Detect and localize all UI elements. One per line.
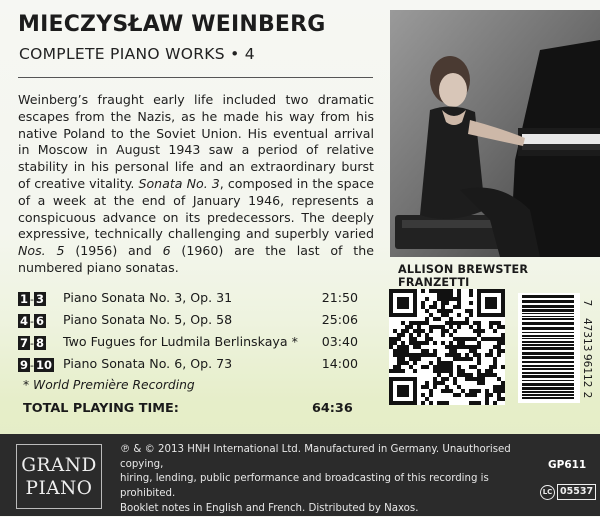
barcode-bar bbox=[522, 380, 574, 381]
track-number-box: 9 bbox=[20, 358, 29, 372]
premiere-note: * World Première Recording bbox=[23, 378, 195, 392]
total-playing-time: 64:36 bbox=[312, 401, 353, 416]
barcode-bar bbox=[522, 394, 574, 396]
catalog-number: GP611 bbox=[548, 459, 587, 471]
barcode-bar bbox=[522, 313, 574, 314]
qr-finder bbox=[485, 297, 497, 309]
barcode-bar bbox=[522, 375, 574, 378]
photo-caption: ALLISON BREWSTER FRANZETTI bbox=[398, 263, 529, 289]
barcode-bar bbox=[522, 391, 574, 393]
qr-code bbox=[389, 289, 505, 405]
barcode-bar bbox=[522, 327, 574, 330]
blurb-text: Weinberg’s fraught early life included two dramatic escapes from the Nazis, as he made his way from his native Poland to the Soviet Union. His eventual arrival in Moscow in August 1943 saw a period of relative stability in his personal life and an extraordinary burst of creative vitality. bbox=[18, 92, 374, 191]
barcode-bar bbox=[522, 347, 574, 350]
barcode-digit-group: 7 bbox=[581, 299, 593, 307]
description-blurb bbox=[18, 92, 374, 277]
lc-code: 05537 bbox=[557, 484, 596, 500]
logo-line: PIANO bbox=[25, 478, 93, 499]
barcode-bar bbox=[522, 397, 574, 399]
track-title: Two Fugues for Ludmila Berlinskaya * bbox=[63, 334, 298, 349]
barcode-bar bbox=[522, 356, 574, 359]
barcode-bar bbox=[522, 372, 574, 374]
barcode-bar bbox=[522, 352, 574, 355]
barcode-bar bbox=[522, 332, 574, 333]
barcode-bar bbox=[522, 322, 574, 325]
barcode-digit-group: 96112 bbox=[581, 354, 593, 388]
legal-line: ℗ & © 2013 HNH International Ltd. Manufactured in Germany. Unauthorised copying, bbox=[120, 444, 511, 470]
track-number-box: 3 bbox=[36, 292, 45, 306]
track-time: 03:40 bbox=[321, 334, 358, 349]
lc-mark: LC bbox=[540, 485, 555, 500]
blurb-italic: 6 bbox=[162, 243, 171, 259]
track-number-box: 6 bbox=[36, 314, 45, 328]
table-row bbox=[18, 311, 358, 333]
total-playing-time-label: TOTAL PLAYING TIME: bbox=[23, 401, 179, 416]
blurb-italic: Nos. 5 bbox=[18, 243, 65, 259]
blurb-italic: Sonata No. 3 bbox=[138, 175, 220, 191]
barcode bbox=[518, 293, 580, 403]
barcode-bar bbox=[522, 316, 574, 317]
qr-finder bbox=[397, 297, 409, 309]
barcode-bar bbox=[522, 344, 574, 346]
barcode-bar bbox=[522, 383, 574, 386]
blurb-text: , composed in the space of a week at the end of January 1946, represents a conspicuous advance on its predecessors. The deeply expressive, technically challenging and superbly varied bbox=[18, 175, 374, 242]
barcode-bar bbox=[522, 361, 574, 363]
track-number-box: 1 bbox=[20, 292, 29, 306]
barcode-bar bbox=[522, 341, 574, 343]
table-row bbox=[18, 289, 358, 311]
barcode-digit-group: 47313 bbox=[581, 318, 593, 352]
album-subtitle: COMPLETE PIANO WORKS • 4 bbox=[19, 45, 255, 63]
track-title: Piano Sonata No. 3, Op. 31 bbox=[63, 290, 233, 305]
track-number-box: 8 bbox=[36, 336, 45, 350]
grand-piano-logo bbox=[16, 444, 102, 509]
table-row bbox=[18, 355, 358, 377]
track-numbers: 1 - 3 bbox=[20, 292, 45, 306]
barcode-digit-group: 2 bbox=[581, 391, 593, 399]
table-row bbox=[18, 333, 358, 355]
barcode-bar bbox=[522, 365, 574, 367]
legal-text bbox=[120, 443, 530, 517]
qr-finder bbox=[397, 385, 409, 397]
header-rule bbox=[18, 77, 373, 78]
barcode-bar bbox=[522, 318, 574, 320]
blurb-text: (1960) are the last of the numbered piano sonatas. bbox=[18, 243, 374, 275]
label-code bbox=[540, 484, 598, 500]
artist-photo bbox=[390, 10, 600, 257]
barcode-bar bbox=[522, 295, 574, 298]
track-time: 25:06 bbox=[321, 312, 358, 327]
barcode-digits bbox=[582, 297, 596, 401]
track-title: Piano Sonata No. 5, Op. 58 bbox=[63, 312, 233, 327]
page-title: MIECZYSŁAW WEINBERG bbox=[18, 12, 326, 37]
barcode-bar bbox=[522, 335, 574, 337]
track-numbers: 9 - 10 bbox=[20, 358, 53, 372]
barcode-bar bbox=[522, 309, 574, 312]
track-list bbox=[18, 289, 358, 377]
track-number-box: 7 bbox=[20, 336, 29, 350]
track-numbers: 7 - 8 bbox=[20, 336, 45, 350]
barcode-bar bbox=[522, 305, 574, 308]
track-number-box: 4 bbox=[20, 314, 29, 328]
track-time: 21:50 bbox=[321, 290, 358, 305]
track-time: 14:00 bbox=[321, 356, 358, 371]
legal-line: hiring, lending, public performance and broadcasting of this recording is prohibited. bbox=[120, 473, 489, 500]
barcode-bar bbox=[522, 368, 574, 370]
legal-line: Booklet notes in English and French. Distributed by Naxos. bbox=[120, 502, 419, 514]
footer bbox=[0, 434, 600, 516]
barcode-bar bbox=[522, 387, 574, 390]
track-numbers: 4 - 6 bbox=[20, 314, 45, 328]
track-number-box: 10 bbox=[36, 358, 53, 372]
blurb-text: (1956) and bbox=[64, 243, 163, 259]
barcode-bar bbox=[522, 338, 574, 339]
track-title: Piano Sonata No. 6, Op. 73 bbox=[63, 356, 233, 371]
logo-line: GRAND bbox=[21, 455, 97, 476]
barcode-bar bbox=[522, 300, 574, 303]
